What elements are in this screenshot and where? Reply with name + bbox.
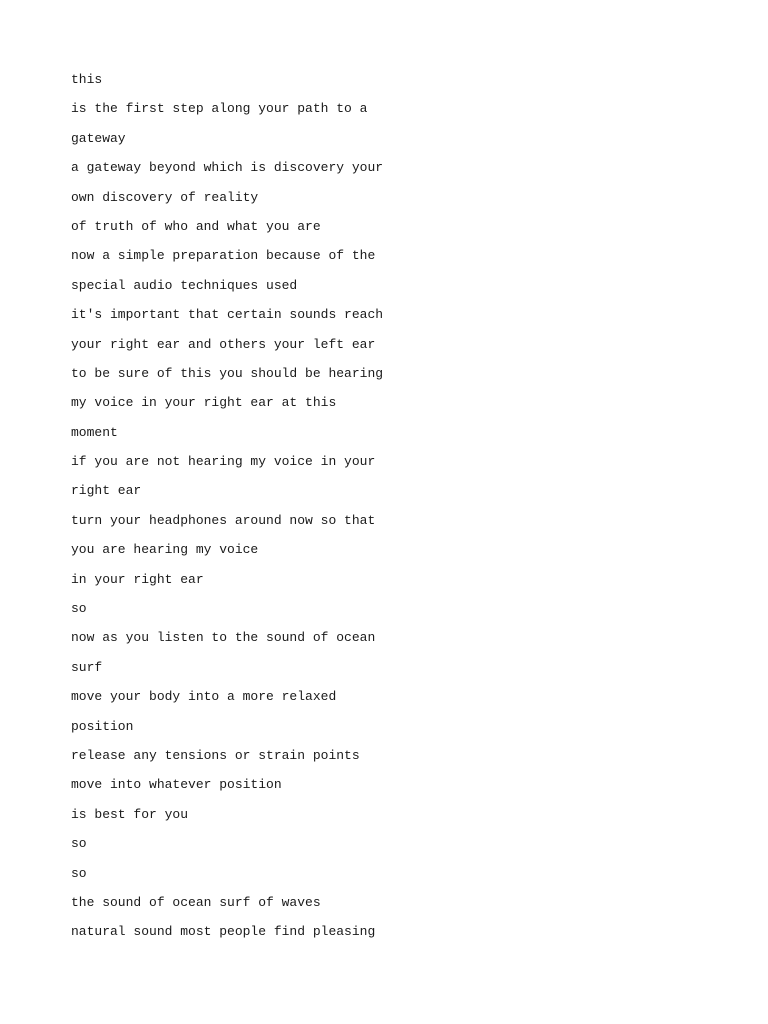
transcript-line: of truth of who and what you are bbox=[71, 218, 321, 234]
transcript-line: so bbox=[71, 836, 87, 852]
transcript-line: so bbox=[71, 601, 87, 617]
transcript-line: right ear bbox=[71, 483, 142, 499]
transcript-line: gateway bbox=[71, 130, 126, 146]
transcript-line: moment bbox=[71, 424, 118, 440]
transcript-line: you are hearing my voice bbox=[71, 542, 259, 558]
transcript-line: position bbox=[71, 718, 134, 734]
transcript-line: your right ear and others your left ear bbox=[71, 336, 376, 352]
transcript-line: it's important that certain sounds reach bbox=[71, 307, 384, 323]
transcript-line: in your right ear bbox=[71, 571, 204, 587]
transcript-line: to be sure of this you should be hearing bbox=[71, 365, 384, 381]
transcript-line: this bbox=[71, 72, 103, 87]
transcript-line: now a simple preparation because of the bbox=[71, 248, 376, 264]
transcript-line: a gateway beyond which is discovery your bbox=[71, 160, 384, 176]
transcript-line: is the first step along your path to a bbox=[71, 101, 368, 117]
transcript-line: if you are not hearing my voice in your bbox=[71, 454, 376, 470]
transcript-line: special audio techniques used bbox=[71, 277, 298, 293]
transcript-line: so bbox=[71, 865, 87, 881]
transcript-line: my voice in your right ear at this bbox=[71, 395, 337, 411]
transcript-line: turn your headphones around now so that bbox=[71, 512, 376, 528]
transcript-line: surf bbox=[71, 659, 103, 675]
transcript-line: move your body into a more relaxed bbox=[71, 689, 337, 705]
transcript-line: release any tensions or strain points bbox=[71, 747, 360, 763]
transcript-line: now as you listen to the sound of ocean bbox=[71, 630, 376, 646]
transcript-line: the sound of ocean surf of waves bbox=[71, 894, 321, 910]
transcript-text bbox=[71, 70, 383, 952]
transcript-line: is best for you bbox=[71, 806, 189, 822]
transcript-line: move into whatever position bbox=[71, 777, 282, 793]
transcript-line: natural sound most people find pleasing bbox=[71, 924, 376, 940]
transcript-line: own discovery of reality bbox=[71, 189, 259, 205]
